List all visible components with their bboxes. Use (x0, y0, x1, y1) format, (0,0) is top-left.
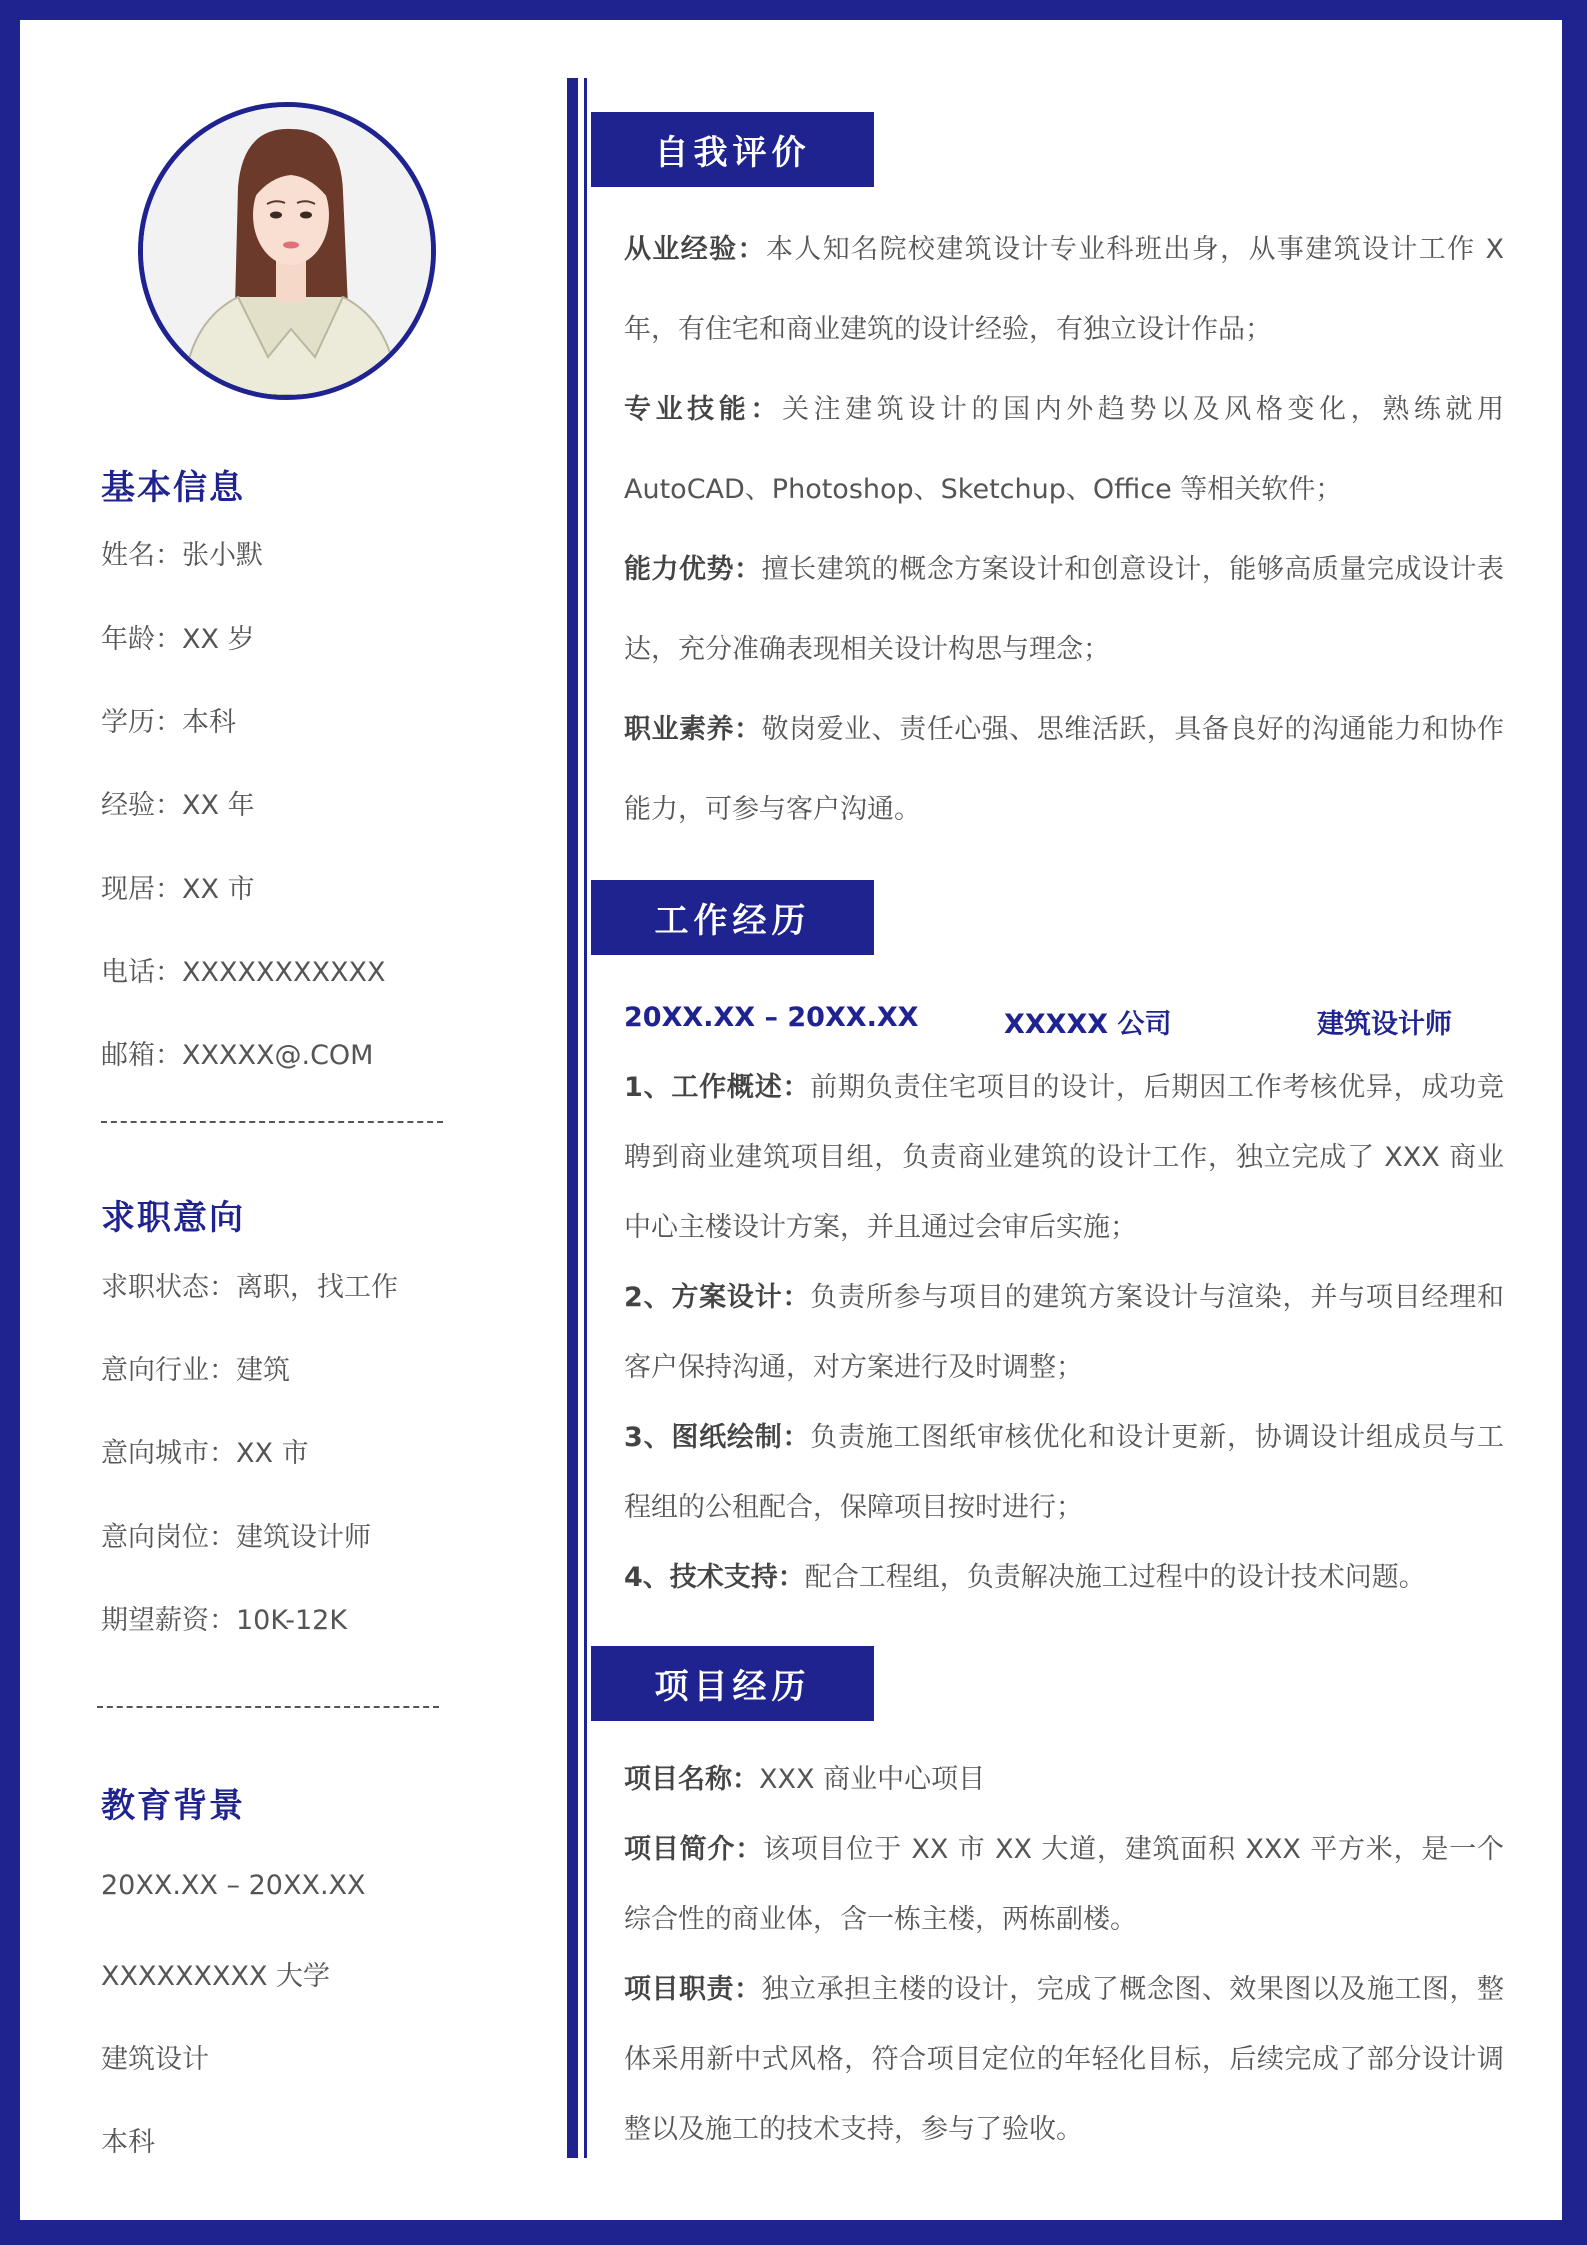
item-label: 职业素养： (624, 714, 762, 745)
item-text: 负责所参与项目的建筑方案设计与渲染，并与项目经理和客户保持沟通，对方案进行及时调整； (624, 1282, 1505, 1383)
self-eval-header: 自我评价 (591, 112, 874, 187)
project-item (624, 1815, 1504, 1955)
item-label: 能力优势： (624, 554, 762, 585)
portrait-illustration (143, 107, 431, 395)
resume-page (20, 20, 1562, 2220)
intent-status: 求职状态：离职，找工作 (101, 1272, 398, 1303)
info-phone: 电话：XXXXXXXXXXX (101, 957, 386, 988)
avatar (138, 102, 436, 400)
work-period: 20XX.XX – 20XX.XX (624, 1002, 919, 1033)
item-label: 2、方案设计： (624, 1282, 811, 1313)
item-label: 3、图纸绘制： (624, 1422, 811, 1453)
info-experience: 经验：XX 年 (101, 790, 255, 821)
info-education: 学历：本科 (101, 707, 236, 738)
info-residence: 现居：XX 市 (101, 874, 255, 905)
item-text: 负责施工图纸审核优化和设计更新，协调设计组成员与工程组的公租配合，保障项目按时进行； (624, 1422, 1505, 1523)
self-eval-item (624, 210, 1504, 370)
item-label: 专业技能： (624, 394, 782, 425)
intent-salary: 期望薪资：10K-12K (101, 1605, 348, 1636)
project-header: 项目经历 (591, 1646, 874, 1721)
info-age: 年龄：XX 岁 (101, 624, 255, 655)
item-text: XXX 商业中心项目 (759, 1764, 986, 1795)
item-text: 该项目位于 XX 市 XX 大道，建筑面积 XXX 平方米，是一个综合性的商业体，含一栋主楼，两栋副楼。 (624, 1834, 1504, 1935)
education-title: 教育背景 (101, 1786, 245, 1826)
job-intent-title: 求职意向 (101, 1198, 245, 1238)
work-item (624, 1053, 1504, 1263)
item-label: 项目名称： (624, 1764, 759, 1795)
work-item (624, 1543, 1504, 1613)
item-label: 从业经验： (624, 234, 766, 265)
item-text: 前期负责住宅项目的设计，后期因工作考核优异，成功竞聘到商业建筑项目组，负责商业建筑的设计工作，独立完成了 XXX 商业中心主楼设计方案，并且通过会审后实施； (624, 1072, 1505, 1243)
project-list (624, 1745, 1504, 2165)
item-text: 敬岗爱业、责任心强、思维活跃，具备良好的沟通能力和协作能力，可参与客户沟通。 (624, 714, 1505, 825)
item-text: 独立承担主楼的设计，完成了概念图、效果图以及施工图，整体采用新中式风格，符合项目定位的年轻化目标，后续完成了部分设计调整以及施工的技术支持，参与了验收。 (624, 1974, 1505, 2145)
basic-info-title: 基本信息 (101, 468, 245, 508)
intent-city: 意向城市：XX 市 (101, 1438, 309, 1469)
self-eval-list (624, 210, 1504, 850)
item-label: 4、技术支持： (624, 1562, 805, 1593)
item-label: 项目简介： (624, 1834, 764, 1865)
item-text: 配合工程组，负责解决施工过程中的设计技术问题。 (804, 1562, 1426, 1593)
work-item (624, 1263, 1504, 1403)
edu-period: 20XX.XX – 20XX.XX (101, 1870, 366, 1901)
self-eval-item (624, 530, 1504, 690)
intent-industry: 意向行业：建筑 (101, 1355, 290, 1386)
item-text: 本人知名院校建筑设计专业科班出身，从事建筑设计工作 X 年，有住宅和商业建筑的设计经验，有独立设计作品； (624, 234, 1505, 345)
item-label: 1、工作概述： (624, 1072, 811, 1103)
edu-school: XXXXXXXXX 大学 (101, 1961, 331, 1992)
vertical-rule (567, 78, 578, 2158)
item-label: 项目职责： (624, 1974, 762, 2005)
work-role: 建筑设计师 (1317, 1009, 1452, 1040)
vertical-rule-thin (584, 78, 587, 2158)
item-text: 关注建筑设计的国内外趋势以及风格变化，熟练就用 AutoCAD、Photoshop、Sketchup、Office 等相关软件； (624, 394, 1505, 505)
project-item (624, 1955, 1504, 2165)
work-company: XXXXX 公司 (1004, 1009, 1172, 1040)
self-eval-item (624, 690, 1504, 850)
divider (101, 1121, 443, 1123)
intent-position: 意向岗位：建筑设计师 (101, 1522, 371, 1553)
item-text: 擅长建筑的概念方案设计和创意设计，能够高质量完成设计表达，充分准确表现相关设计构思与理念； (624, 554, 1505, 665)
work-header: 工作经历 (591, 880, 874, 955)
info-name: 姓名：张小默 (101, 540, 263, 571)
project-item (624, 1745, 1504, 1815)
edu-major: 建筑设计 (101, 2044, 209, 2075)
self-eval-item (624, 370, 1504, 530)
divider (97, 1706, 439, 1708)
edu-degree: 本科 (101, 2127, 155, 2158)
work-list (624, 1053, 1504, 1613)
info-email: 邮箱：XXXXX@.COM (101, 1040, 374, 1071)
work-item (624, 1403, 1504, 1543)
